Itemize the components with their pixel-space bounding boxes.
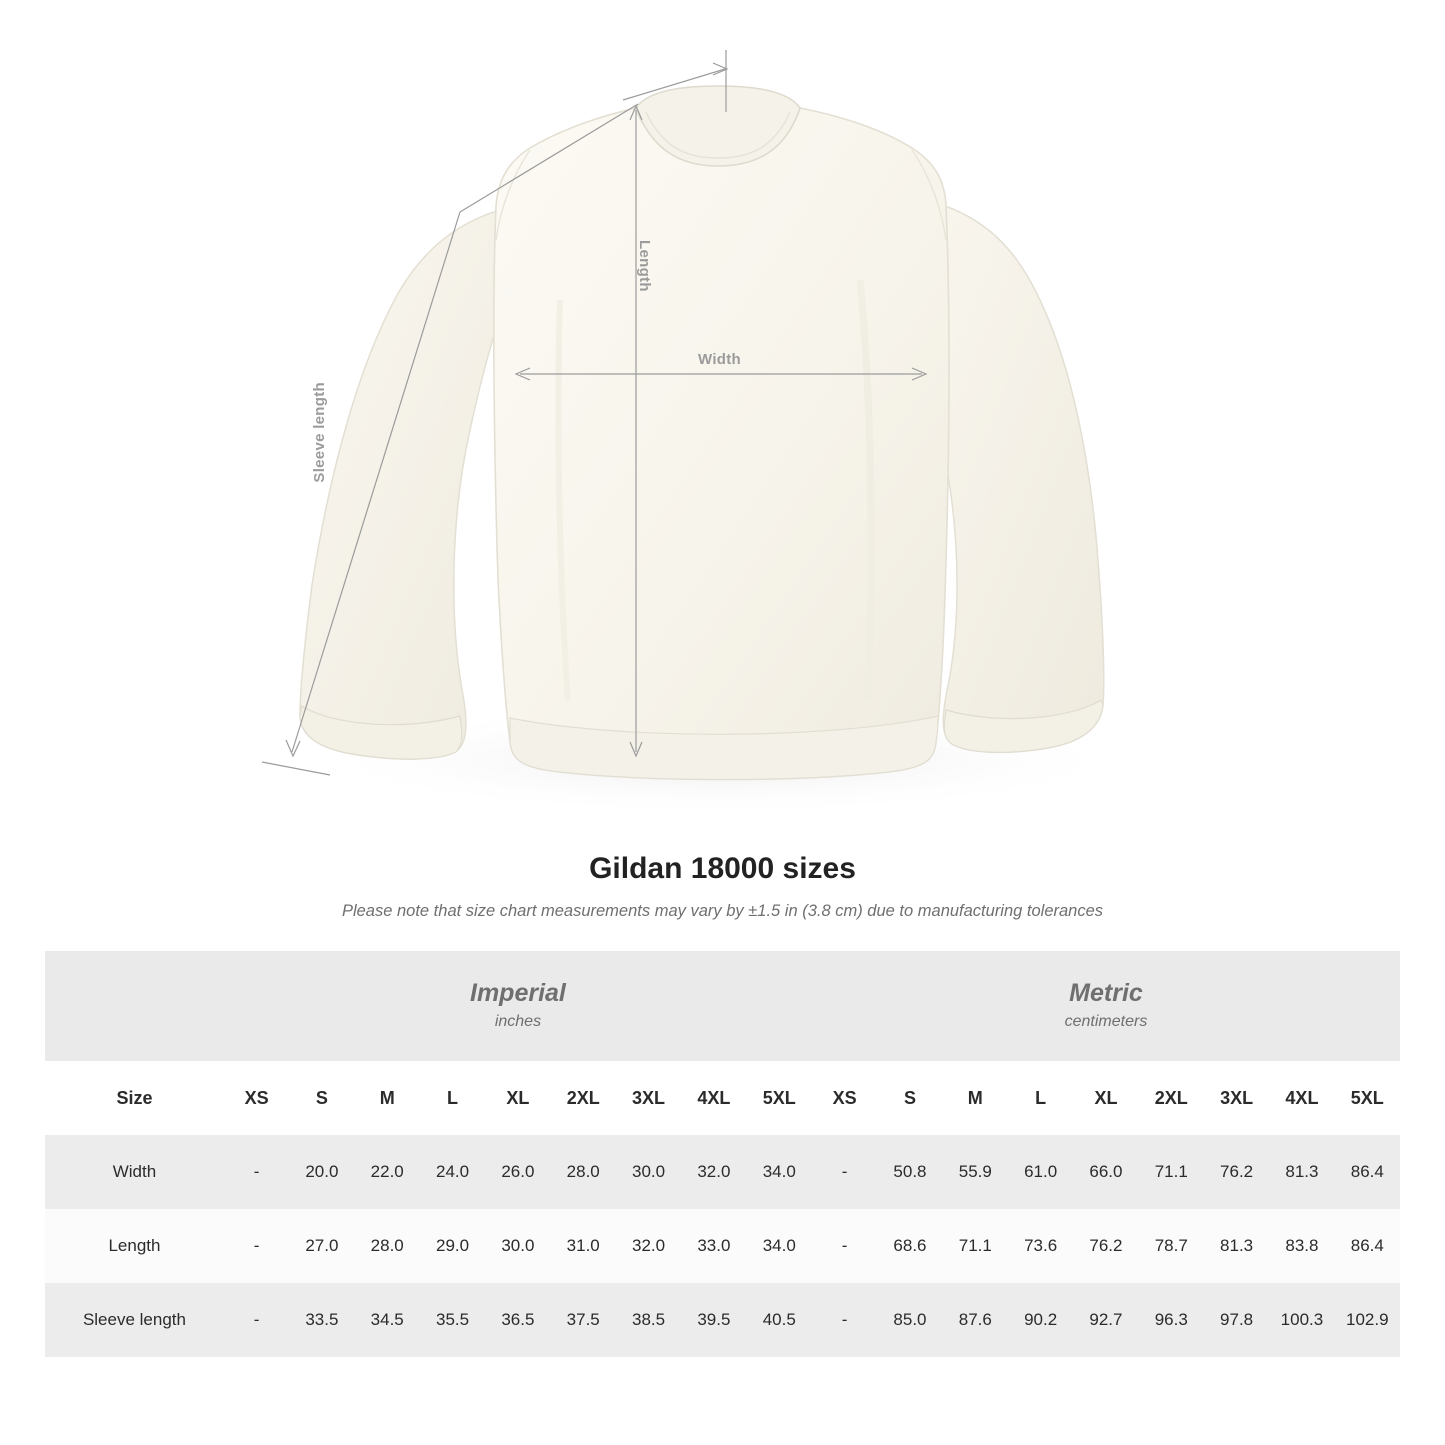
length-metric-2xl: 78.7 <box>1139 1209 1204 1283</box>
imperial-unit-name: Imperial <box>470 978 566 1007</box>
size-table <box>45 951 1400 1357</box>
table-row <box>45 1209 1400 1283</box>
width-imperial-l: 24.0 <box>420 1135 485 1209</box>
width-metric-xs: - <box>812 1135 877 1209</box>
page-title: Gildan 18000 sizes <box>589 852 856 885</box>
length-imperial-l: 29.0 <box>420 1209 485 1283</box>
width-metric-3xl: 76.2 <box>1204 1135 1269 1209</box>
width-metric-m: 55.9 <box>943 1135 1008 1209</box>
length-label: Length <box>636 240 653 292</box>
width-metric-2xl: 71.1 <box>1139 1135 1204 1209</box>
metric-unit-sub: centimeters <box>1064 1012 1148 1030</box>
sleeve-imperial-4xl: 39.5 <box>681 1283 746 1357</box>
size-metric-xs: XS <box>812 1061 877 1135</box>
width-imperial-2xl: 28.0 <box>551 1135 616 1209</box>
width-label: Width <box>698 351 742 368</box>
size-imperial-4xl: 4XL <box>681 1061 746 1135</box>
sleeve-metric-m: 87.6 <box>943 1283 1008 1357</box>
imperial-header <box>224 951 812 1061</box>
width-imperial-xs: - <box>224 1135 289 1209</box>
units-header-spacer <box>45 951 224 1061</box>
width-metric-5xl: 86.4 <box>1335 1135 1400 1209</box>
length-metric-3xl: 81.3 <box>1204 1209 1269 1283</box>
size-header-cell: Size <box>45 1061 224 1135</box>
width-metric-xl: 66.0 <box>1073 1135 1138 1209</box>
size-imperial-m: M <box>355 1061 420 1135</box>
tolerance-note: Please note that size chart measurements may vary by ±1.5 in (3.8 cm) due to manufacturing tolerances <box>341 902 1104 920</box>
size-metric-xl: XL <box>1073 1061 1138 1135</box>
size-imperial-s: S <box>289 1061 354 1135</box>
size-metric-m: M <box>943 1061 1008 1135</box>
table-row <box>45 1283 1400 1357</box>
sleeve-metric-4xl: 100.3 <box>1269 1283 1334 1357</box>
width-imperial-5xl: 34.0 <box>747 1135 812 1209</box>
length-metric-xs: - <box>812 1209 877 1283</box>
length-metric-4xl: 83.8 <box>1269 1209 1334 1283</box>
sleeve-imperial-xl: 36.5 <box>485 1283 550 1357</box>
width-imperial-xl: 26.0 <box>485 1135 550 1209</box>
size-imperial-l: L <box>420 1061 485 1135</box>
row-label-length: Length <box>45 1209 224 1283</box>
length-imperial-5xl: 34.0 <box>747 1209 812 1283</box>
length-metric-xl: 76.2 <box>1073 1209 1138 1283</box>
size-metric-4xl: 4XL <box>1269 1061 1334 1135</box>
width-metric-4xl: 81.3 <box>1269 1135 1334 1209</box>
length-metric-s: 68.6 <box>877 1209 942 1283</box>
size-metric-3xl: 3XL <box>1204 1061 1269 1135</box>
size-metric-l: L <box>1008 1061 1073 1135</box>
length-imperial-m: 28.0 <box>355 1209 420 1283</box>
sleeve-imperial-l: 35.5 <box>420 1283 485 1357</box>
width-imperial-m: 22.0 <box>355 1135 420 1209</box>
sleeve-metric-5xl: 102.9 <box>1335 1283 1400 1357</box>
width-imperial-4xl: 32.0 <box>681 1135 746 1209</box>
sleeve-imperial-3xl: 38.5 <box>616 1283 681 1357</box>
length-imperial-4xl: 33.0 <box>681 1209 746 1283</box>
row-label-sleeve-length: Sleeve length <box>45 1283 224 1357</box>
length-imperial-xs: - <box>224 1209 289 1283</box>
length-imperial-xl: 30.0 <box>485 1209 550 1283</box>
size-imperial-xl: XL <box>485 1061 550 1135</box>
size-metric-5xl: 5XL <box>1335 1061 1400 1135</box>
sleeve-metric-s: 85.0 <box>877 1283 942 1357</box>
sleeve-metric-xl: 92.7 <box>1073 1283 1138 1357</box>
size-imperial-xs: XS <box>224 1061 289 1135</box>
sleeve-imperial-5xl: 40.5 <box>747 1283 812 1357</box>
size-table-wrapper <box>45 951 1400 1357</box>
width-imperial-s: 20.0 <box>289 1135 354 1209</box>
metric-header <box>812 951 1400 1061</box>
size-metric-s: S <box>877 1061 942 1135</box>
units-header-row <box>45 951 1400 1061</box>
sleeve-imperial-s: 33.5 <box>289 1283 354 1357</box>
sleeve-imperial-2xl: 37.5 <box>551 1283 616 1357</box>
size-imperial-5xl: 5XL <box>747 1061 812 1135</box>
width-metric-l: 61.0 <box>1008 1135 1073 1209</box>
size-imperial-2xl: 2XL <box>551 1061 616 1135</box>
size-imperial-3xl: 3XL <box>616 1061 681 1135</box>
sleeve-metric-l: 90.2 <box>1008 1283 1073 1357</box>
imperial-unit-sub: inches <box>494 1012 542 1030</box>
length-imperial-3xl: 32.0 <box>616 1209 681 1283</box>
table-row <box>45 1135 1400 1209</box>
sleeve-imperial-m: 34.5 <box>355 1283 420 1357</box>
width-metric-s: 50.8 <box>877 1135 942 1209</box>
sleeve-metric-xs: - <box>812 1283 877 1357</box>
row-label-width: Width <box>45 1135 224 1209</box>
width-imperial-3xl: 30.0 <box>616 1135 681 1209</box>
length-imperial-2xl: 31.0 <box>551 1209 616 1283</box>
size-header-row <box>45 1061 1400 1135</box>
length-metric-5xl: 86.4 <box>1335 1209 1400 1283</box>
length-imperial-s: 27.0 <box>289 1209 354 1283</box>
length-metric-l: 73.6 <box>1008 1209 1073 1283</box>
length-metric-m: 71.1 <box>943 1209 1008 1283</box>
sleeve-metric-3xl: 97.8 <box>1204 1283 1269 1357</box>
size-metric-2xl: 2XL <box>1139 1061 1204 1135</box>
sleeve-length-label: Sleeve length <box>311 382 328 483</box>
sleeve-imperial-xs: - <box>224 1283 289 1357</box>
metric-unit-name: Metric <box>1069 978 1143 1007</box>
sleeve-metric-2xl: 96.3 <box>1139 1283 1204 1357</box>
